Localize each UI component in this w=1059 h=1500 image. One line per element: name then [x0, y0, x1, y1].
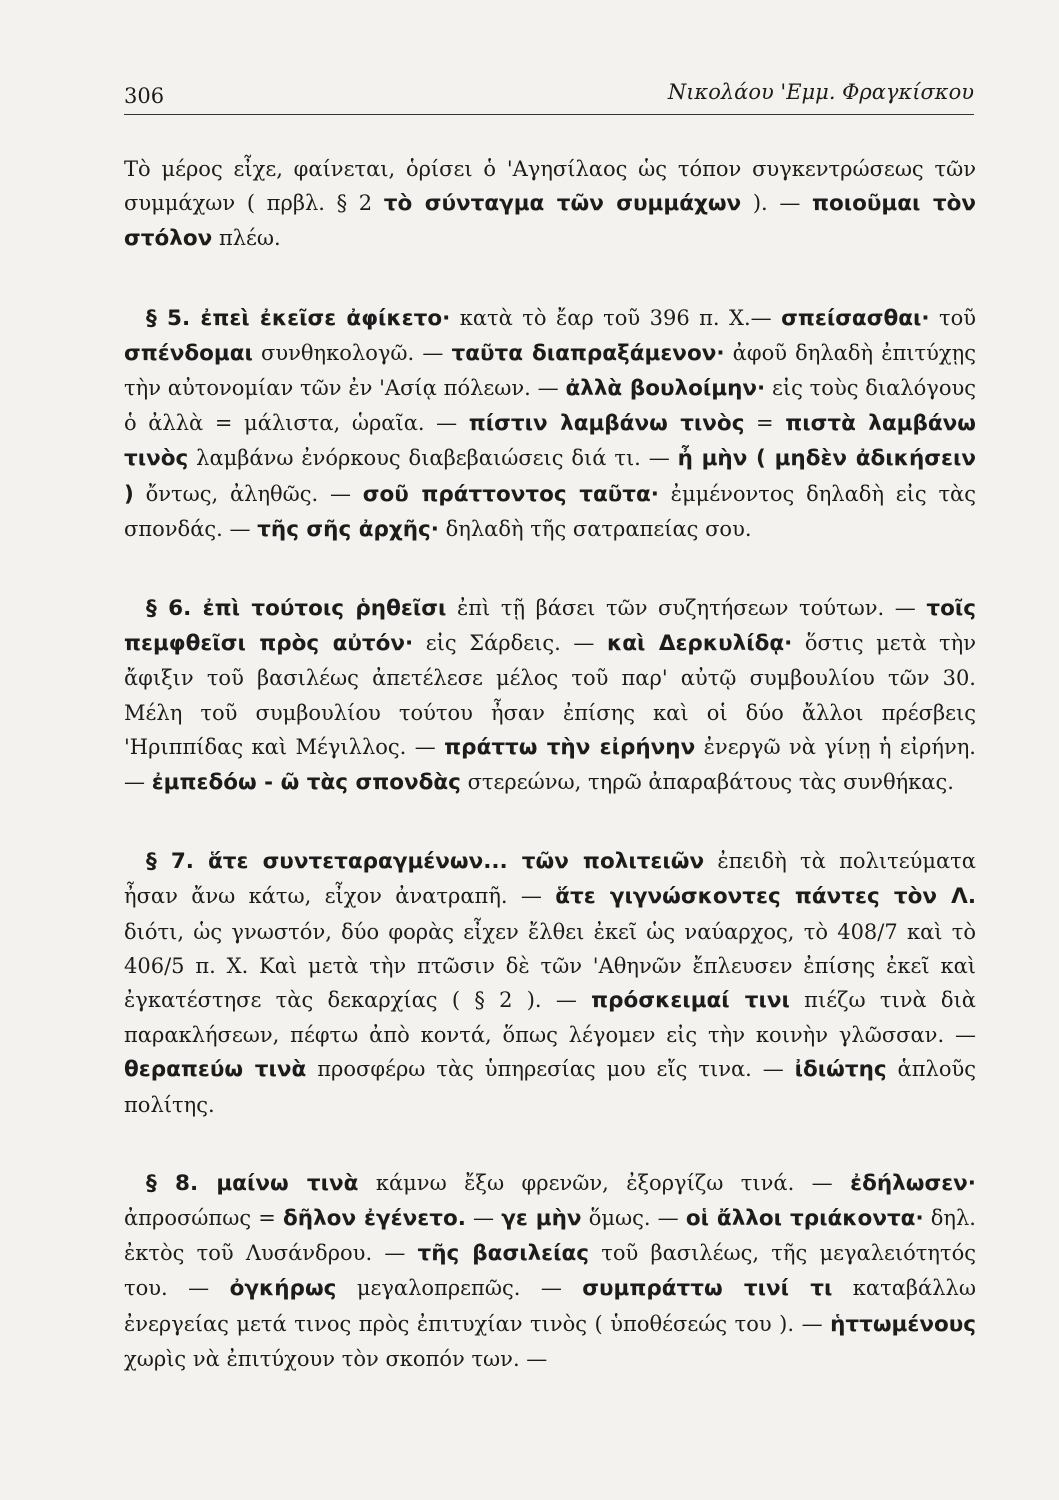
lemma-term: § 6. ἐπὶ τούτοις ῥηθεῖσι: [146, 596, 447, 622]
gloss-text: ). —: [741, 191, 812, 216]
running-head: Νικολάου 'Εμμ. Φραγκίσκου: [667, 80, 974, 104]
lemma-term: δῆλον ἐγένετο.: [283, 1206, 466, 1232]
lemma-term: πρόσκειμαί τινι: [591, 988, 790, 1014]
lemma-term: ἐμπεδόω - ῶ τὰς σπονδὰς: [151, 770, 461, 796]
gloss-text: ἐνεργῶ νὰ γίνῃ ἡ εἰρήνη. —: [124, 734, 976, 795]
gloss-text: χωρὶς νὰ ἐπιτύχουν τὸν σκοπόν των. —: [124, 1346, 548, 1371]
lemma-term: ταῦτα διαπραξάμενον·: [451, 340, 725, 366]
gloss-text: ὄντως, ἀληθῶς. —: [133, 481, 363, 506]
lemma-term: οἱ ἄλλοι τριάκοντα·: [685, 1206, 924, 1232]
paragraph: [124, 1166, 976, 1376]
lemma-term: τῆς βασιλείας: [417, 1241, 590, 1267]
lemma-term: πίστιν λαμβάνω τινὸς: [468, 411, 745, 437]
lemma-term: σπένδομαι: [124, 340, 253, 366]
gloss-text: Τὸ μέρος εἶχε, φαίνεται, ὁρίσει ὁ 'Αγησίλαος ὡς τόπον συγκεντρώσεως τῶν συμμάχων ( πρβλ. § 2: [124, 157, 976, 216]
paragraph-gap: [124, 257, 976, 301]
gloss-text: ἐπὶ τῇ βάσει τῶν συζητήσεων τούτων. —: [446, 596, 927, 621]
gloss-text: κατὰ τὸ ἔαρ τοῦ 396 π. Χ.—: [450, 305, 782, 330]
lemma-term: ἡττωμένους: [830, 1311, 976, 1337]
gloss-text: ἀφοῦ δηλαδὴ ἐπιτύχῃς τὴν αὐτονομίαν τῶν ἐν 'Ασίᾳ πόλεων. —: [124, 340, 976, 401]
gloss-text: =: [744, 411, 786, 436]
lemma-term: ποιοῦμαι τὸν στόλον: [124, 191, 976, 252]
lemma-term: γε μὴν: [501, 1206, 582, 1232]
lemma-term: τοῖς πεμφθεῖσι πρὸς αὐτόν·: [124, 596, 976, 657]
gloss-text: —: [465, 1206, 502, 1231]
lemma-term: θεραπεύω τινὰ: [124, 1057, 307, 1083]
page-header: [124, 78, 974, 115]
gloss-text: εἰς Σάρδεις. —: [413, 631, 607, 656]
gloss-text: προσφέρω τὰς ὑπηρεσίας μου εἴς τινα. —: [306, 1057, 795, 1082]
gloss-text: ἀπροσώπως =: [124, 1206, 283, 1231]
lemma-term: συμπράττω τινί τι: [582, 1276, 833, 1302]
paragraph: [124, 301, 976, 547]
gloss-text: καταβάλλω ἐνεργείας μετά τινος πρὸς ἐπιτυχίαν τινὸς ( ὑποθέσεώς του ). —: [124, 1276, 976, 1336]
gloss-text: πλέω.: [212, 226, 281, 251]
gloss-text: ὅμως. —: [581, 1206, 686, 1231]
paragraph: [124, 844, 976, 1122]
gloss-text: κάμνω ἔξω φρενῶν, ἐξοργίζω τινά. —: [358, 1170, 851, 1195]
gloss-text: ἁπλοῦς πολίτης.: [124, 1057, 976, 1117]
gloss-text: διότι, ὡς γνωστόν, δύο φορὰς εἶχεν ἔλθει ἐκεῖ ὡς ναύαρχος, τὸ 408/7 καὶ τὸ 406/5 π. Χ. Καὶ μετὰ τὴν πτῶσιν δὲ τῶν 'Αθηνῶν ἔπλευσεν ἐπίσης ἐκεῖ καὶ ἐγκατέστησε τὰς δεκαρχίας ( § 2 ). —: [124, 919, 976, 1013]
page-number: 306: [124, 84, 165, 108]
gloss-text: δηλαδὴ τῆς σατραπείας σου.: [438, 516, 752, 541]
lemma-term: ὀγκήρως: [229, 1276, 337, 1302]
lemma-term: τῆς σῆς ἀρχῆς·: [257, 516, 439, 542]
commentary-text: [124, 152, 976, 1376]
paragraph-gap: [124, 1122, 976, 1166]
lemma-term: § 5. ἐπεὶ ἐκεῖσε ἀφίκετο·: [146, 305, 451, 331]
lemma-term: § 8. μαίνω τινὰ: [146, 1170, 359, 1196]
gloss-text: ἐπειδὴ τὰ πολιτεύματα ἦσαν ἄνω κάτω, εἶχον ἀνατραπῆ. —: [124, 849, 976, 909]
lemma-term: ἅτε γιγνώσκοντες πάντες τὸν Λ.: [555, 884, 976, 910]
paragraph: [124, 152, 976, 257]
lemma-term: ἰδιώτης: [794, 1057, 887, 1083]
lemma-term: καὶ Δερκυλίδᾳ·: [607, 631, 793, 657]
gloss-text: τοῦ βασιλέως, τῆς μεγαλειότητός του. —: [124, 1241, 976, 1301]
lemma-term: § 7. ἅτε συντεταραγμένων... τῶν πολιτειῶν: [146, 849, 705, 875]
lemma-term: τὸ σύνταγμα τῶν συμμάχων: [383, 191, 742, 217]
gloss-text: δηλ. ἐκτὸς τοῦ Λυσάνδρου. —: [124, 1206, 976, 1266]
lemma-term: ἀλλὰ βουλοίμην·: [565, 376, 766, 402]
paragraph: [124, 591, 976, 800]
gloss-text: ὅστις μετὰ τὴν ἄφιξιν τοῦ βασιλέως ἀπετέλεσε μέλος τοῦ παρ' αὐτῷ συμβουλίου τῶν 30. Μέλη τοῦ συμβουλίου τούτου ἦσαν ἐπίσης καὶ οἱ δύο ἄλλοι πρέσβεις 'Ηριππίδας καὶ Μέγιλλος. —: [124, 631, 976, 759]
gloss-text: συνθηκολογῶ. —: [252, 340, 452, 365]
lemma-term: ἐδήλωσεν·: [850, 1170, 976, 1196]
gloss-text: λαμβάνω ἐνόρκους διαβεβαιώσεις διά τι. —: [188, 446, 678, 471]
lemma-term: ἦ μὴν ( μηδὲν ἀδικήσειν ): [124, 446, 976, 507]
gloss-text: τοῦ: [929, 305, 976, 330]
lemma-term: πιστὰ λαμβάνω τινὸς: [124, 411, 976, 472]
paragraph-gap: [124, 547, 976, 591]
gloss-text: στερεώνω, τηρῶ ἀπαραβάτους τὰς συνθήκας.: [460, 770, 954, 795]
gloss-text: μεγαλοπρεπῶς. —: [336, 1276, 583, 1301]
gloss-text: πιέζω τινὰ διὰ παρακλήσεων, πέφτω ἀπὸ κοντά, ὅπως λέγομεν εἰς τὴν κοινὴν γλῶσσαν. —: [124, 988, 976, 1048]
lemma-term: σπείσασθαι·: [781, 305, 930, 331]
lemma-term: πράττω τὴν εἰρήνην: [444, 734, 696, 760]
lemma-term: σοῦ πράττοντος ταῦτα·: [362, 481, 659, 507]
gloss-text: εἰς τοὺς διαλόγους ὁ ἀλλὰ = μάλιστα, ὡραῖα. —: [124, 376, 976, 436]
gloss-text: ἐμμένοντος δηλαδὴ εἰς τὰς σπονδάς. —: [124, 481, 976, 541]
paragraph-gap: [124, 800, 976, 844]
